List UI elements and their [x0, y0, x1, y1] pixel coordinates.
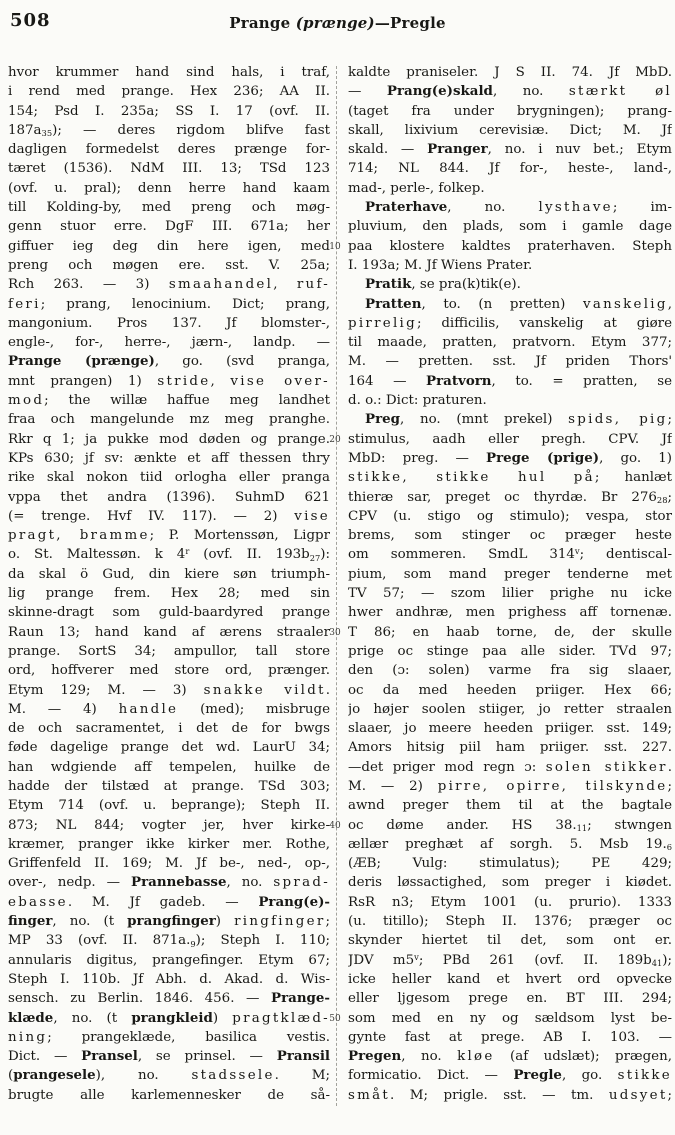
- text-line: ebasse. M. Jf gadeb. — Prang(e)-: [8, 893, 330, 910]
- text-line: I. 193a; M. Jf Wiens Prater.: [348, 257, 533, 273]
- text-line: rike skal nokon tiid orlogha eller pranga: [8, 470, 330, 486]
- text-line: dagligen formedelst deres prænge for-: [8, 142, 330, 158]
- text-line: genn stuor erre. DgF III. 671a; her: [8, 219, 330, 235]
- text-line: T 86; en haab torne, de, der skulle: [348, 624, 672, 640]
- text-line: gynte fast at prege. AB I. 103. —: [348, 1029, 672, 1045]
- line-number-label: 40: [329, 820, 341, 831]
- text-line: Pregen, no. kløe (af udslæt); prægen,: [348, 1048, 672, 1065]
- text-line: i rend med prange. Hex 236; AA II.: [8, 84, 330, 100]
- text-line: Praterhave, no. lysthave; im-: [365, 199, 672, 216]
- text-line: o. St. Maltessøn. k 4$^r$ (ovf. II. 193b27):: [8, 546, 330, 563]
- text-line: CPV (u. stigo og stimulo); vespa, stor: [348, 508, 672, 524]
- text-line: jo højer soolen stiiger, jo retter straalen: [348, 701, 672, 717]
- line-number-label: 20: [329, 434, 341, 445]
- text-line: TV 57; — szom lilier prighe nu icke: [348, 586, 672, 602]
- text-line: annularis digitus, prangefinger. Etym 67;: [8, 952, 330, 968]
- text-line: slaaer, jo meere heeden priiger. sst. 149;: [348, 721, 672, 737]
- text-line: paa klostere kaldtes praterhaven. Steph: [348, 238, 672, 254]
- text-line: Raun 13; hand kand af ærens straaler: [8, 624, 330, 640]
- text-line: JDV m5$^v$; PBd 261 (ovf. II. 189b41);: [348, 951, 672, 969]
- text-line: skynder hiertet til det, som ont er.: [348, 933, 672, 949]
- text-line: prige oc stinge paa alle sider. TVd 97;: [348, 643, 672, 659]
- text-line: (ovf. u. pral); denn herre hand kaam: [8, 180, 330, 196]
- text-line: MP 33 (ovf. II. 871a.9); Steph I. 110;: [8, 933, 330, 949]
- text-line: til maade, pratten, pratvorn. Etym 377;: [348, 335, 672, 351]
- text-line: (ÆB; Vulg: stimulatus); PE 429;: [348, 856, 672, 872]
- text-line: thieræ sar, preget oc thyrdæ. Br 27628;: [348, 489, 672, 506]
- text-line: kræmer, pranger ikke kirker mer. Rothe,: [8, 836, 330, 852]
- text-line: ællær preghæt af sorgh. 5. Msb 19.6: [348, 836, 672, 853]
- text-line: KPs 630; jf sv: ænkte et aff thessen thry: [8, 450, 330, 466]
- line-number-label: 10: [329, 241, 341, 252]
- text-line: Steph I. 110b. Jf Abh. d. Akad. d. Wis-: [8, 971, 330, 987]
- text-line: skall, lixivium cerevisiæ. Dict; M. Jf: [348, 122, 672, 138]
- header-title-suffix: —Pregle: [374, 14, 446, 32]
- text-line: deris løssactighed, som preger i kiødet.: [348, 875, 672, 891]
- text-line: mnt prangen) 1) stride, vise over-: [8, 373, 330, 389]
- text-line: 154; Psd I. 235a; SS I. 17 (ovf. II.: [8, 103, 330, 119]
- text-line: Preg, no. (mnt prekel) spids, pig;: [365, 411, 672, 428]
- text-line: prange. SortS 34; ampullor, tall store: [8, 643, 330, 659]
- text-line: M. — 4) handle (med); misbruge: [8, 701, 330, 717]
- text-line: — Prang(e)skald, no. stærkt øl: [348, 83, 672, 100]
- text-line: Rch 263. — 3) smaahandel, ruf-: [8, 277, 330, 293]
- header-title-prefix: Prange: [229, 14, 296, 32]
- text-line: hvor krummer hand sind hals, i traf,: [8, 65, 330, 80]
- text-line: skald. — Pranger, no. i nuv bet.; Etym: [348, 141, 672, 158]
- text-line: finger, no. (t prangfinger) ringfinger;: [8, 913, 330, 930]
- text-line: (taget fra under brygningen); prang-: [348, 103, 672, 119]
- text-line: giffuer ieg deg din here igen, med: [8, 238, 330, 254]
- text-line: fraa och mangelunde mz meg pranghe.: [8, 412, 330, 428]
- text-line: mad-, perle-, folkep.: [348, 180, 485, 196]
- text-line: awnd preger them til at the bagtale: [348, 798, 672, 814]
- text-line: den (ɔ: solen) varme fra sig slaaer,: [348, 663, 672, 679]
- text-line: (u. titillo); Steph II. 1376; præger oc: [348, 914, 672, 930]
- page-number: 508: [10, 10, 51, 31]
- text-line: M. — 2) pirre, opirre, tilskynde;: [348, 778, 672, 794]
- text-line: 164 — Pratvorn, to. = pratten, se: [348, 372, 672, 389]
- text-line: eller ljgesom prege en. BT III. 294;: [348, 991, 672, 1007]
- text-line: over-, nedp. — Prannebasse, no. sprad-: [8, 874, 330, 891]
- text-line: Etym 129; M. — 3) snakke vildt.: [8, 682, 330, 698]
- column-divider-rule: [336, 66, 337, 1106]
- text-line: klæde, no. (t prangkleid) pragtklæd-: [8, 1009, 330, 1026]
- text-line: Prange (prænge), go. (svd pranga,: [8, 353, 330, 370]
- text-line: ord, hoffverer med store ord, prænger.: [8, 663, 330, 679]
- text-line: till Kolding-by, med preng och møg-: [8, 200, 330, 216]
- text-line: oc da med heeden priiger. Hex 66;: [348, 682, 672, 698]
- text-line: tæret (1536). NdM III. 13; TSd 123: [8, 161, 330, 177]
- text-line: føde dagelige prange det wd. LaurU 34;: [8, 740, 330, 756]
- header-title-italic: (prænge): [295, 14, 375, 32]
- text-line: ning; prangeklæde, basilica vestis.: [8, 1029, 330, 1045]
- text-line: brugte alle karlemennesker de så-: [8, 1087, 330, 1103]
- text-line: sensch. zu Berlin. 1846. 456. — Prange-: [8, 990, 330, 1007]
- text-line: 187a35); — deres rigdom blifve fast: [8, 122, 330, 139]
- text-line: han wdgiende aff tempelen, huilke de: [8, 759, 330, 775]
- text-line: stikke, stikke hul på; hanlæt: [348, 470, 672, 486]
- text-line: feri; prang, lenocinium. Dict; prang,: [8, 296, 330, 312]
- text-line: RsR n3; Etym 1001 (u. prurio). 1333: [348, 894, 672, 910]
- text-line: Rkr q 1; ja pukke mod døden og prange.: [8, 431, 330, 447]
- text-line: MbD: preg. — Prege (prige), go. 1): [348, 449, 672, 466]
- text-line: pluvium, den plads, som i gamle dage: [348, 219, 672, 235]
- line-number-label: 30: [329, 627, 341, 638]
- text-line: som med en ny og sældsom lyst be-: [348, 1010, 672, 1026]
- text-line: d. o.: Dict: praturen.: [348, 393, 487, 409]
- text-line: pium, som mand preger tenderne met: [348, 566, 672, 582]
- text-line: vppa thet andra (1396). SuhmD 621: [8, 489, 330, 505]
- text-line: —det priger mod regn ɔ: solen stikker.: [348, 759, 672, 775]
- text-line: mod; the willæ haffue meg landhet: [8, 393, 330, 409]
- text-line: Pratik, se pra(k)tik(e).: [365, 276, 521, 293]
- text-line: M. — pretten. sst. Jf priden Thors': [348, 354, 672, 370]
- text-line: preng och møgen ere. sst. V. 25a;: [8, 257, 330, 273]
- text-line: pragt, bramme; P. Mortenssøn, Ligpr: [8, 528, 330, 544]
- text-line: småt. M; prigle. sst. — tm. udsyet;: [348, 1087, 672, 1103]
- text-line: formicatio. Dict. — Pregle, go. stikke: [348, 1067, 672, 1084]
- text-line: skinne-dragt som guld-baardyred prange: [8, 605, 330, 621]
- text-line: om sommeren. SmdL 314$^v$; dentiscal-: [348, 546, 672, 563]
- text-line: Griffenfeld II. 169; M. Jf be-, ned-, op-,: [8, 856, 330, 872]
- text-line: (= trenge. Hvf IV. 117). — 2) vise: [8, 508, 330, 524]
- text-line: (prangesele), no. stadssele. M;: [8, 1067, 330, 1084]
- text-line: hwer andhræ, men prighess aff tornenæ.: [348, 605, 672, 621]
- text-line: kaldte praniseler. J S II. 74. Jf MbD.: [348, 65, 672, 80]
- text-column-right: [348, 63, 672, 1105]
- text-line: Pratten, to. (n pretten) vanskelig,: [365, 295, 672, 312]
- line-number-label: 50: [329, 1013, 341, 1024]
- text-line: de och sacramentet, i det de for bwgs: [8, 721, 330, 737]
- text-line: oc døme ander. HS 38.11; stwngen: [348, 817, 672, 834]
- text-line: Dict. — Pransel, se prinsel. — Pransil: [8, 1048, 330, 1065]
- page-header-title: [0, 14, 675, 32]
- text-line: 714; NL 844. Jf for-, heste-, land-,: [348, 161, 672, 177]
- text-column-left: [8, 63, 330, 1105]
- text-line: icke heller kand et hvert ord opvecke: [348, 971, 672, 987]
- text-line: Amors hitsig piil ham priiger. sst. 227.: [348, 740, 672, 756]
- text-line: mangonium. Pros 137. Jf blomster-,: [8, 315, 330, 331]
- text-line: 873; NL 844; vogter jer, hver kirke-: [8, 817, 330, 833]
- text-line: stimulus, aadh eller pregh. CPV. Jf: [348, 431, 672, 447]
- text-line: hadde der tilstæd at prange. TSd 303;: [8, 778, 330, 794]
- text-line: pirrelig; difficilis, vanskelig at giøre: [348, 315, 672, 331]
- text-line: brems, som stinger oc præger heste: [348, 528, 672, 544]
- text-line: engle-, for-, herre-, jærn-, landp. —: [8, 335, 330, 351]
- text-line: lig prange frem. Hex 28; med sin: [8, 586, 330, 602]
- text-line: da skal ö Gud, din kiere søn triumph-: [8, 566, 330, 582]
- text-line: Etym 714 (ovf. u. beprange); Steph II.: [8, 798, 330, 814]
